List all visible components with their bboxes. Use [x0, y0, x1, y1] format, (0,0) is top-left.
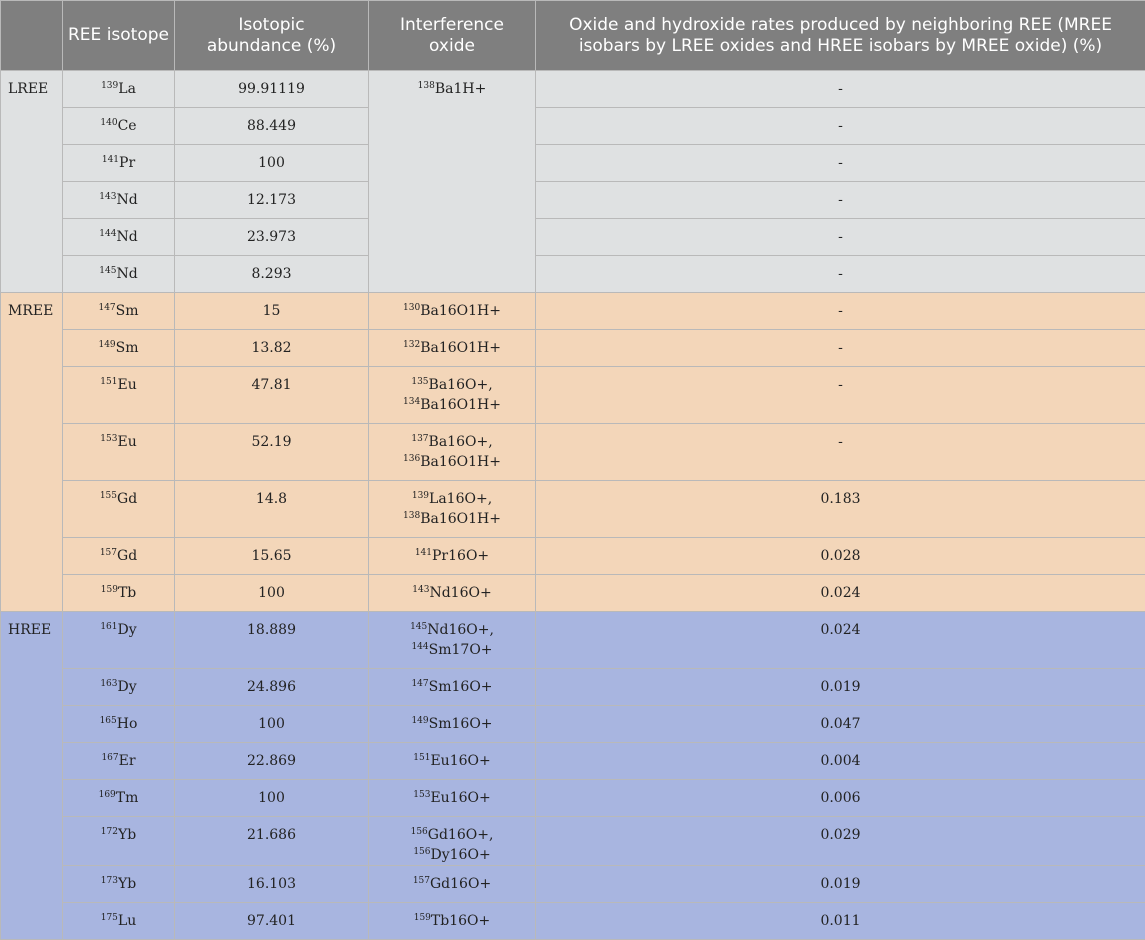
- table-row: [1, 866, 1145, 903]
- oxide-cell: $^{153}$Eu16O+: [369, 780, 536, 817]
- oxide-cell: $^{138}$Ba1H+: [369, 71, 536, 293]
- rate-cell: 0.006: [536, 780, 1145, 817]
- table-row: [1, 780, 1145, 817]
- rate-cell: 0.024: [536, 612, 1145, 669]
- rate-cell: 0.019: [536, 866, 1145, 903]
- table-row: [1, 219, 1145, 256]
- abundance-cell: 99.91119: [175, 71, 369, 108]
- table-row: [1, 669, 1145, 706]
- abundance-cell: 21.686: [175, 817, 369, 866]
- table-row: [1, 293, 1145, 330]
- rate-cell: -: [536, 219, 1145, 256]
- table-row: [1, 256, 1145, 293]
- rate-cell: -: [536, 182, 1145, 219]
- rate-cell: -: [536, 71, 1145, 108]
- header-interference-oxide: Interference oxide: [369, 1, 536, 71]
- isotope-cell: $^{173}$Yb: [63, 866, 175, 903]
- header-isotopic-abundance: Isotopic abundance (%): [175, 1, 369, 71]
- table-row: [1, 538, 1145, 575]
- table-row: [1, 182, 1145, 219]
- header-ree-isotope: REE isotope: [63, 1, 175, 71]
- isotope-cell: $^{159}$Tb: [63, 575, 175, 612]
- abundance-cell: 18.889: [175, 612, 369, 669]
- rate-cell: 0.019: [536, 669, 1145, 706]
- rate-cell: 0.011: [536, 903, 1145, 940]
- rate-cell: 0.047: [536, 706, 1145, 743]
- isotope-cell: $^{155}$Gd: [63, 481, 175, 538]
- table-row: [1, 612, 1145, 669]
- table-row: [1, 108, 1145, 145]
- abundance-cell: 100: [175, 575, 369, 612]
- oxide-cell: $^{130}$Ba16O1H+: [369, 293, 536, 330]
- abundance-cell: 13.82: [175, 330, 369, 367]
- oxide-cell: $^{143}$Nd16O+: [369, 575, 536, 612]
- abundance-cell: 23.973: [175, 219, 369, 256]
- isotope-cell: $^{153}$Eu: [63, 424, 175, 481]
- oxide-cell: $^{156}$Gd16O+, $^{156}$Dy16O+: [369, 817, 536, 866]
- table-row: [1, 481, 1145, 538]
- isotope-cell: $^{143}$Nd: [63, 182, 175, 219]
- table-row: [1, 330, 1145, 367]
- abundance-cell: 8.293: [175, 256, 369, 293]
- abundance-cell: 24.896: [175, 669, 369, 706]
- table-row: [1, 71, 1145, 108]
- oxide-cell: $^{149}$Sm16O+: [369, 706, 536, 743]
- abundance-cell: 22.869: [175, 743, 369, 780]
- rate-cell: 0.028: [536, 538, 1145, 575]
- isotope-cell: $^{145}$Nd: [63, 256, 175, 293]
- isotope-cell: $^{157}$Gd: [63, 538, 175, 575]
- abundance-cell: 15.65: [175, 538, 369, 575]
- isotope-cell: $^{144}$Nd: [63, 219, 175, 256]
- isotope-cell: $^{149}$Sm: [63, 330, 175, 367]
- oxide-cell: $^{159}$Tb16O+: [369, 903, 536, 940]
- oxide-cell: $^{137}$Ba16O+, $^{136}$Ba16O1H+: [369, 424, 536, 481]
- abundance-cell: 15: [175, 293, 369, 330]
- rate-cell: -: [536, 424, 1145, 481]
- rate-cell: -: [536, 367, 1145, 424]
- group-label-lree: LREE: [1, 71, 63, 293]
- table-row: [1, 817, 1145, 866]
- oxide-cell: $^{147}$Sm16O+: [369, 669, 536, 706]
- group-label-mree: MREE: [1, 293, 63, 612]
- abundance-cell: 97.401: [175, 903, 369, 940]
- isotope-cell: $^{175}$Lu: [63, 903, 175, 940]
- abundance-cell: 88.449: [175, 108, 369, 145]
- isotope-cell: $^{165}$Ho: [63, 706, 175, 743]
- table-row: [1, 145, 1145, 182]
- isotope-cell: $^{139}$La: [63, 71, 175, 108]
- group-label-hree: HREE: [1, 612, 63, 940]
- table-row: [1, 743, 1145, 780]
- rate-cell: 0.029: [536, 817, 1145, 866]
- isotope-cell: $^{172}$Yb: [63, 817, 175, 866]
- oxide-cell: $^{141}$Pr16O+: [369, 538, 536, 575]
- table-body: [1, 71, 1145, 940]
- rate-cell: 0.004: [536, 743, 1145, 780]
- isotope-cell: $^{161}$Dy: [63, 612, 175, 669]
- table-row: [1, 903, 1145, 940]
- oxide-cell: $^{132}$Ba16O1H+: [369, 330, 536, 367]
- oxide-cell: $^{151}$Eu16O+: [369, 743, 536, 780]
- abundance-cell: 14.8: [175, 481, 369, 538]
- rate-cell: -: [536, 108, 1145, 145]
- isotope-cell: $^{167}$Er: [63, 743, 175, 780]
- table-row: [1, 424, 1145, 481]
- rate-cell: -: [536, 256, 1145, 293]
- rate-cell: 0.183: [536, 481, 1145, 538]
- rate-cell: 0.024: [536, 575, 1145, 612]
- header-group: [1, 1, 63, 71]
- oxide-cell: $^{157}$Gd16O+: [369, 866, 536, 903]
- abundance-cell: 16.103: [175, 866, 369, 903]
- table-row: [1, 706, 1145, 743]
- abundance-cell: 100: [175, 145, 369, 182]
- table-header-row: [1, 1, 1145, 71]
- isotope-cell: $^{151}$Eu: [63, 367, 175, 424]
- rate-cell: -: [536, 145, 1145, 182]
- isotope-cell: $^{169}$Tm: [63, 780, 175, 817]
- abundance-cell: 100: [175, 706, 369, 743]
- abundance-cell: 100: [175, 780, 369, 817]
- isotope-cell: $^{140}$Ce: [63, 108, 175, 145]
- oxide-cell: $^{135}$Ba16O+, $^{134}$Ba16O1H+: [369, 367, 536, 424]
- rate-cell: -: [536, 330, 1145, 367]
- oxide-cell: $^{139}$La16O+, $^{138}$Ba16O1H+: [369, 481, 536, 538]
- oxide-cell: $^{145}$Nd16O+, $^{144}$Sm17O+: [369, 612, 536, 669]
- header-oxide-hydroxide-rates: Oxide and hydroxide rates produced by neighboring REE (MREE isobars by LREE oxides and HREE isobars by MREE oxide) (%): [536, 1, 1145, 71]
- table-row: [1, 575, 1145, 612]
- abundance-cell: 52.19: [175, 424, 369, 481]
- abundance-cell: 12.173: [175, 182, 369, 219]
- rate-cell: -: [536, 293, 1145, 330]
- abundance-cell: 47.81: [175, 367, 369, 424]
- isotope-cell: $^{163}$Dy: [63, 669, 175, 706]
- isotope-cell: $^{141}$Pr: [63, 145, 175, 182]
- table-row: [1, 367, 1145, 424]
- isotope-cell: $^{147}$Sm: [63, 293, 175, 330]
